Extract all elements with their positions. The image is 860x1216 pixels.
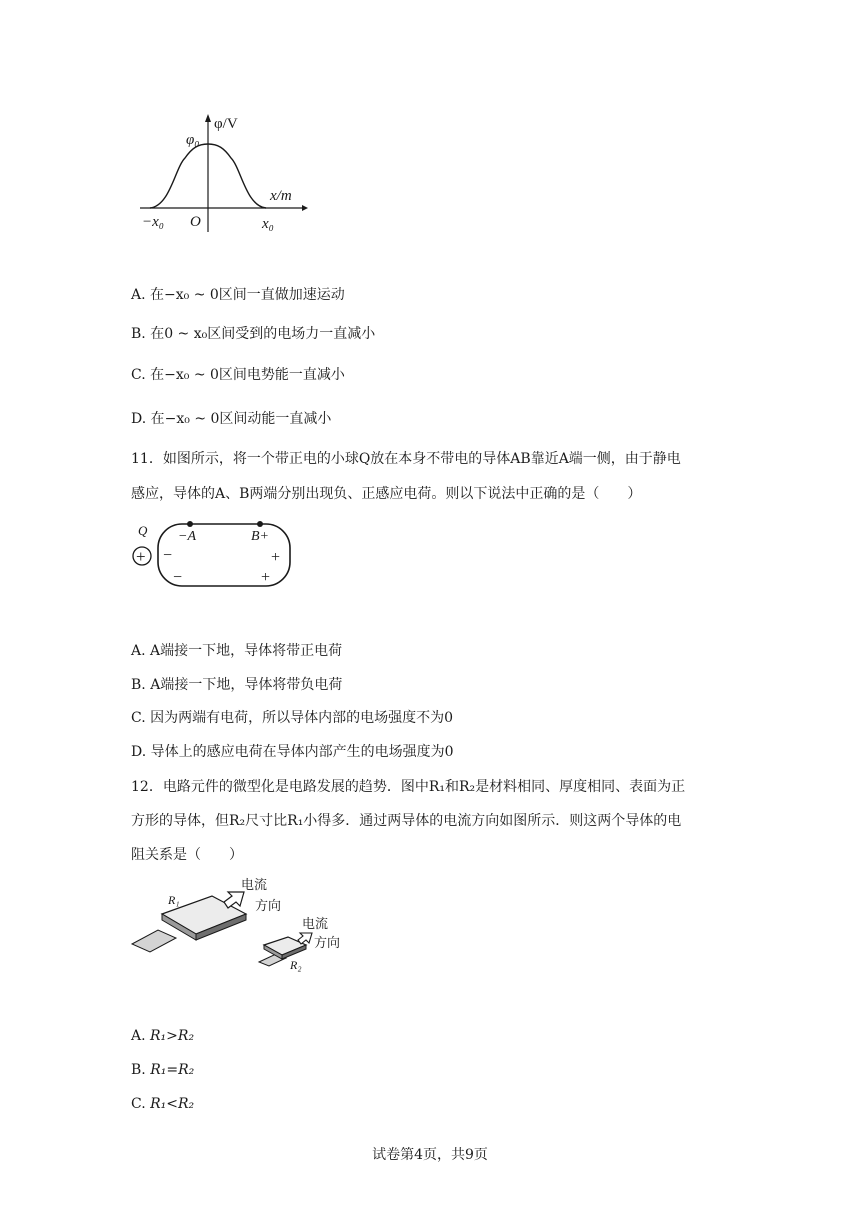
q12-stem-line-2: 方形的导体，但R₂尺寸比R₁小得多．通过两导体的电流方向如图所示．则这两个导体的电 bbox=[131, 813, 682, 829]
q10-option-c bbox=[131, 365, 345, 385]
q10-option-d bbox=[131, 409, 331, 429]
option-text: 在0 ~ x₀区间受到的电场力一直减小 bbox=[150, 326, 376, 342]
option-label: D. bbox=[131, 411, 147, 427]
current-direction-2a: 电流 bbox=[302, 916, 329, 931]
point-b-label: B+ bbox=[251, 529, 269, 544]
q12-stem-line-1: 12．电路元件的微型化是电路发展的趋势．图中R₁和R₂是材料相同、厚度相同、表面为正 bbox=[131, 779, 686, 795]
point-b-dot bbox=[257, 521, 263, 527]
q11-stem-line-2: 感应，导体的A、B两端分别出现负、正感应电荷。则以下说法中正确的是（ ） bbox=[131, 486, 642, 502]
option-label: C. bbox=[131, 367, 146, 383]
option-text: A端接一下地，导体将带正电荷 bbox=[150, 643, 343, 659]
point-a-dot bbox=[187, 521, 193, 527]
x-axis-label: x/m bbox=[270, 188, 292, 204]
option-label: B. bbox=[131, 1062, 146, 1078]
q11-option-a bbox=[131, 641, 342, 661]
option-text: 因为两端有电荷，所以导体内部的电场强度不为0 bbox=[150, 710, 454, 726]
q-label: Q bbox=[138, 523, 148, 538]
ball-charge: + bbox=[136, 547, 146, 566]
y-axis-label: φ/V bbox=[214, 116, 238, 132]
option-label: B. bbox=[131, 677, 146, 693]
current-direction-1b: 方向 bbox=[255, 898, 282, 913]
q11-option-b bbox=[131, 675, 342, 695]
q12-stem-line-3: 阻关系是（ ） bbox=[131, 847, 243, 863]
negative-charge-1: − bbox=[163, 547, 173, 564]
option-text: R₁>R₂ bbox=[150, 1028, 195, 1044]
option-label: A. bbox=[131, 1028, 146, 1044]
q12-option-a bbox=[131, 1026, 194, 1046]
option-text: A端接一下地，导体将带负电荷 bbox=[150, 677, 343, 693]
q11-option-d bbox=[131, 742, 454, 762]
q11-stem-line-1: 11．如图所示，将一个带正电的小球Q放在本身不带电的导体AB靠近A端一侧，由于静电 bbox=[131, 451, 681, 467]
option-text: 在−x₀ ~ 0区间动能一直减小 bbox=[150, 411, 332, 427]
potential-graph bbox=[130, 108, 310, 238]
option-label: C. bbox=[131, 1096, 146, 1112]
option-label: B. bbox=[131, 326, 146, 342]
q12-option-b bbox=[131, 1060, 194, 1080]
neg-x0-label: −x₀ bbox=[142, 214, 164, 230]
y-axis-arrow bbox=[205, 114, 211, 122]
point-a-label: −A bbox=[178, 529, 196, 544]
resistor-figure bbox=[128, 872, 368, 982]
r2-label: R₂ bbox=[290, 958, 302, 972]
r1-lead bbox=[132, 930, 176, 952]
positive-charge-1: + bbox=[271, 549, 281, 566]
option-text: R₁<R₂ bbox=[150, 1096, 195, 1112]
q10-option-a bbox=[131, 285, 345, 305]
r2-current-arrow bbox=[298, 933, 312, 944]
conductor-figure bbox=[130, 514, 300, 594]
positive-charge-2: + bbox=[261, 569, 271, 586]
option-text: 在−x₀ ~ 0区间电势能一直减小 bbox=[150, 367, 345, 383]
option-label: D. bbox=[131, 744, 147, 760]
negative-charge-2: − bbox=[173, 569, 183, 586]
q10-option-b bbox=[131, 324, 375, 344]
phi0-label: φ₀ bbox=[186, 132, 200, 148]
origin-label: O bbox=[190, 214, 201, 230]
current-direction-2b: 方向 bbox=[314, 935, 341, 950]
r1-label: R₁ bbox=[168, 893, 180, 907]
q12-option-c bbox=[131, 1094, 194, 1114]
r1-current-arrow bbox=[224, 892, 244, 908]
option-text: 在−x₀ ~ 0区间一直做加速运动 bbox=[150, 287, 345, 303]
current-direction-1a: 电流 bbox=[241, 877, 268, 892]
option-text: 导体上的感应电荷在导体内部产生的电场强度为0 bbox=[150, 744, 454, 760]
option-label: C. bbox=[131, 710, 146, 726]
pos-x0-label: x₀ bbox=[262, 216, 274, 232]
q11-option-c bbox=[131, 708, 453, 728]
option-label: A. bbox=[131, 643, 146, 659]
page-footer: 试卷第4页，共9页 bbox=[372, 1147, 488, 1163]
option-text: R₁=R₂ bbox=[150, 1062, 195, 1078]
x-axis-arrow bbox=[302, 205, 308, 211]
option-label: A. bbox=[131, 287, 146, 303]
